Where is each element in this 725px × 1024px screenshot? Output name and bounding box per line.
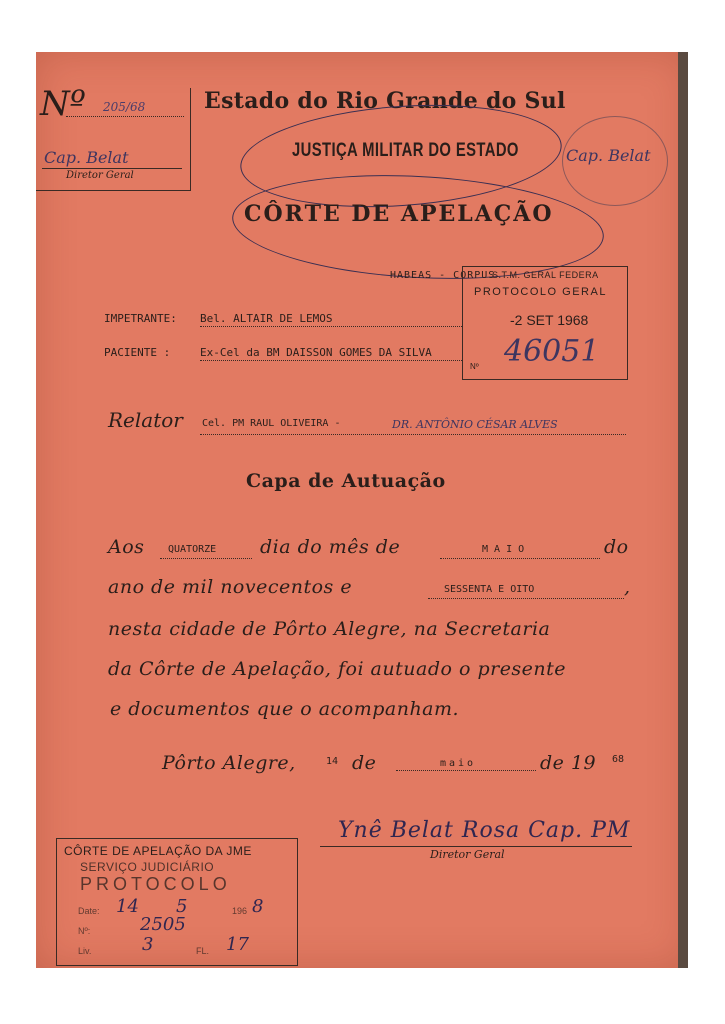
sheet-edge — [678, 52, 688, 968]
body-line4: da Côrte de Apelação, foi autuado o presente — [108, 658, 567, 680]
stamp-date-day: 14 — [116, 896, 139, 917]
footer-signature-line — [320, 846, 632, 847]
signature-right: Cap. Belat — [566, 146, 651, 165]
impetrante-value: Bel. ALTAIR DE LEMOS — [200, 312, 333, 325]
date-place: Pôrto Alegre, — [162, 752, 296, 774]
stamp-date-label: Date: — [78, 906, 100, 916]
date-de-1: de — [352, 752, 377, 774]
impetrante-line — [200, 326, 462, 327]
body-do: do — [604, 536, 629, 558]
stamp-n-label: Nº: — [78, 926, 91, 936]
relator-value: Cel. PM RAUL OLIVEIRA - — [202, 418, 341, 429]
body-dia-do-mes: dia do mês de — [260, 536, 401, 558]
number-value: 205/68 — [103, 100, 146, 114]
body-line5: e documentos que o acompanham. — [110, 698, 460, 720]
stamp-fl-label: FL. — [196, 946, 210, 956]
body-year-line — [428, 598, 624, 599]
protocol-stamp-top: S.T.M. GERAL FEDERA — [492, 270, 599, 280]
state-title: Estado do Rio Grande do Sul — [204, 88, 566, 114]
protocol-stamp-date: -2 SET 1968 — [510, 312, 589, 328]
corte-title: CÔRTE DE APELAÇÃO — [244, 201, 554, 227]
body-year-words: SESSENTA E OITO — [444, 584, 535, 595]
date-month: maio — [440, 758, 477, 769]
number-line — [66, 116, 184, 117]
relator-line — [200, 434, 626, 435]
date-month-line — [396, 770, 536, 771]
body-comma: , — [624, 576, 631, 598]
habeas-corpus: HABEAS - CORPUS — [390, 270, 496, 281]
stamp-n-value: 2505 — [140, 914, 186, 935]
body-ano: ano de mil novecentos e — [108, 576, 353, 598]
stamp-date-year: 8 — [252, 896, 264, 917]
signature-left-line — [42, 168, 182, 169]
stamp-date-month: 5 — [176, 896, 188, 917]
body-month-line — [440, 558, 600, 559]
date-day: 14 — [326, 756, 339, 767]
body-month: M A I O — [482, 544, 525, 555]
footer-director: Diretor Geral — [430, 848, 505, 861]
protocol-stamp-n-label: Nº — [470, 362, 479, 371]
body-day: QUATORZE — [168, 544, 217, 555]
stamp-court: CÔRTE DE APELAÇÃO DA JME — [64, 844, 252, 858]
signature-left: Cap. Belat — [44, 148, 129, 167]
protocol-stamp-label: PROTOCOLO GERAL — [474, 286, 607, 298]
stamp-date-year-pre: 196 — [232, 906, 248, 916]
body-line3: nesta cidade de Pôrto Alegre, na Secretaria — [108, 618, 551, 640]
paciente-label: PACIENTE : — [104, 346, 171, 359]
paciente-line — [200, 360, 462, 361]
stamp-liv-value: 3 — [142, 934, 154, 955]
justica-title: JUSTIÇA MILITAR DO ESTADO — [292, 140, 519, 161]
relator-label: Relator — [108, 408, 183, 432]
stamp-protocolo: PROTOCOLO — [80, 874, 231, 894]
date-de-19: de 19 — [540, 752, 597, 774]
relator-value-handwritten: DR. ANTÔNIO CÉSAR ALVES — [392, 418, 558, 431]
footer-signature: Ynê Belat Rosa Cap. PM — [338, 818, 631, 843]
stamp-fl-value: 17 — [226, 934, 249, 955]
date-year: 68 — [612, 754, 625, 765]
stamp-service: SERVIÇO JUDICIÁRIO — [80, 860, 215, 874]
number-label: Nº — [40, 84, 86, 124]
document-title: Capa de Autuação — [246, 470, 446, 492]
stamp-liv-label: Liv. — [78, 946, 92, 956]
impetrante-label: IMPETRANTE: — [104, 312, 177, 325]
body-day-line — [160, 558, 252, 559]
protocol-stamp-number: 46051 — [504, 334, 600, 369]
body-aos: Aos — [108, 536, 145, 558]
paciente-value: Ex-Cel da BM DAISSON GOMES DA SILVA — [200, 346, 432, 359]
director-left: Diretor Geral — [66, 170, 134, 181]
